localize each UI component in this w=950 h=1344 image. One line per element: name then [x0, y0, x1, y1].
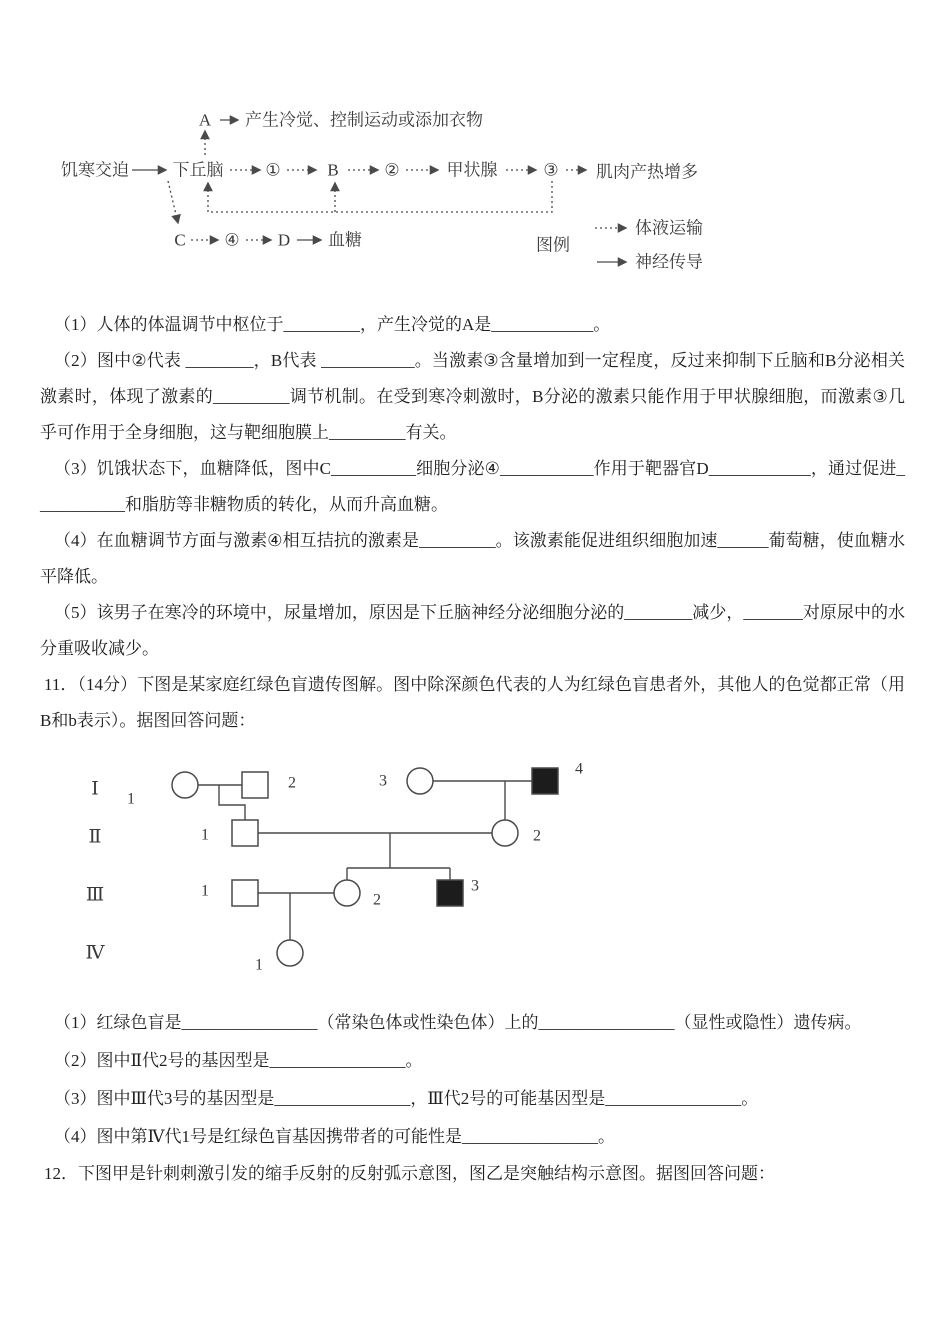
flowchart-legend [536, 219, 703, 272]
generation-label-4: Ⅳ [85, 942, 105, 964]
pedigree-individual-I-1-female [172, 772, 198, 798]
legend-title: 图例 [536, 235, 570, 255]
node-d: D [277, 230, 291, 250]
pedigree-number-III-1: 1 [201, 882, 209, 900]
pedigree-number-I-4: 4 [575, 760, 583, 778]
temperature-regulation-flowchart [40, 95, 740, 295]
node-thyroid: 甲状腺 [446, 160, 498, 180]
flowchart-connectors [132, 120, 586, 240]
q12-intro-text: 12．下图甲是针刺刺激引发的缩手反射的反射弧示意图，图乙是突触结构示意图。据图回答问题： [44, 1164, 775, 1183]
feedback-3-to-hypothalamus [208, 181, 552, 212]
pedigree-number-I-2: 2 [288, 774, 296, 792]
node-c: C [174, 230, 186, 250]
pedigree-individual-I-2-male [242, 772, 268, 798]
arrow-to-c [168, 181, 178, 223]
pedigree-number-IV-1: 1 [255, 956, 263, 974]
q11-part3-text: （3）图中Ⅲ代3号的基因型是________________，Ⅲ代2号的可能基因型是________________。 [54, 1089, 759, 1108]
pedigree-number-I-1: 1 [127, 790, 135, 808]
q11-part2-text: （2）图中Ⅱ代2号的基因型是________________。 [54, 1051, 423, 1070]
node-circle-3: ③ [543, 160, 559, 180]
q10-part2-text: （2）图中②代表 ________，B代表 ___________。当激素③含量增加到一定程度，反过来抑制下丘脑和B分泌相关激素时，体现了激素的_________调节机制。在受到寒冷刺激时，B分泌的激素只能作用于甲状腺细胞，而激素③几乎可作用于全身细胞，这与靶细胞膜上_________有关。 [40, 351, 905, 442]
node-a: A [198, 110, 212, 130]
node-circle-2: ② [384, 160, 400, 180]
pedigree-number-III-2: 2 [373, 891, 381, 909]
generation-label-3: Ⅲ [85, 884, 105, 906]
generation-label-1: Ⅰ [91, 778, 99, 800]
legend-humoral-label: 体液运输 [635, 218, 703, 238]
pedigree-individual-IV-1-female [277, 940, 303, 966]
q11-part4-text: （4）图中第Ⅳ代1号是红绿色盲基因携带者的可能性是________________。 [54, 1127, 615, 1146]
q11-part1-text: （1）红绿色盲是________________（常染色体或性染色体）上的________________（显性或隐性）遗传病。 [54, 1013, 862, 1032]
pedigree-individual-III-3-affected-male [437, 880, 463, 906]
pedigree-number-I-3: 3 [379, 772, 387, 790]
legend-neural-label: 神经传导 [635, 252, 703, 272]
pedigree-individual-II-1-male [232, 820, 258, 846]
q10-part4-text: （4）在血糖调节方面与激素④相互拮抗的激素是_________。该激素能促进组织细胞加速______葡萄糖，使血糖水平降低。 [40, 531, 905, 586]
node-circle-4: ④ [224, 230, 240, 250]
pedigree-number-III-3: 3 [471, 877, 479, 895]
pedigree-individual-III-2-female [334, 880, 360, 906]
node-blood-sugar: 血糖 [328, 230, 362, 250]
q10-part5-text: （5）该男子在寒冷的环境中，尿量增加，原因是下丘脑神经分泌细胞分泌的________减少，_______对原尿中的水分重吸收减少。 [40, 603, 905, 658]
pedigree-individual-I-3-female [407, 768, 433, 794]
node-muscle-heat: 肌肉产热增多 [596, 162, 698, 182]
node-start-stimulus: 饥寒交迫 [61, 160, 129, 180]
q10-part3-text: （3）饥饿状态下，血糖降低，图中C__________细胞分泌④___________作用于靶器官D____________，通过促进___________和脂肪等非糖物质的转化，从而升高血糖。 [40, 459, 905, 514]
pedigree-connectors [198, 781, 532, 940]
generation-label-2: Ⅱ [88, 826, 102, 848]
q11-intro-text: 11．（14分）下图是某家庭红绿色盲遗传图解。图中除深颜色代表的人为红绿色盲患者外，其他人的色觉都正常（用B和b表示）。据图回答问题： [40, 675, 905, 730]
pedigree-number-II-2: 2 [533, 827, 541, 845]
pedigree-number-II-1: 1 [201, 826, 209, 844]
q10-part1-text: （1）人体的体温调节中枢位于_________，产生冷觉的A是____________。 [54, 315, 611, 334]
node-cold-sensation: 产生冷觉、控制运动或添加衣物 [245, 110, 483, 130]
pedigree-individual-II-2-female [492, 820, 518, 846]
pedigree-individual-III-1-male [232, 880, 258, 906]
node-circle-1: ① [265, 160, 281, 180]
pedigree-individual-I-4-affected-male [532, 768, 558, 794]
node-b: B [327, 160, 339, 180]
pedigree-chart [65, 753, 625, 988]
node-hypothalamus: 下丘脑 [172, 160, 224, 180]
